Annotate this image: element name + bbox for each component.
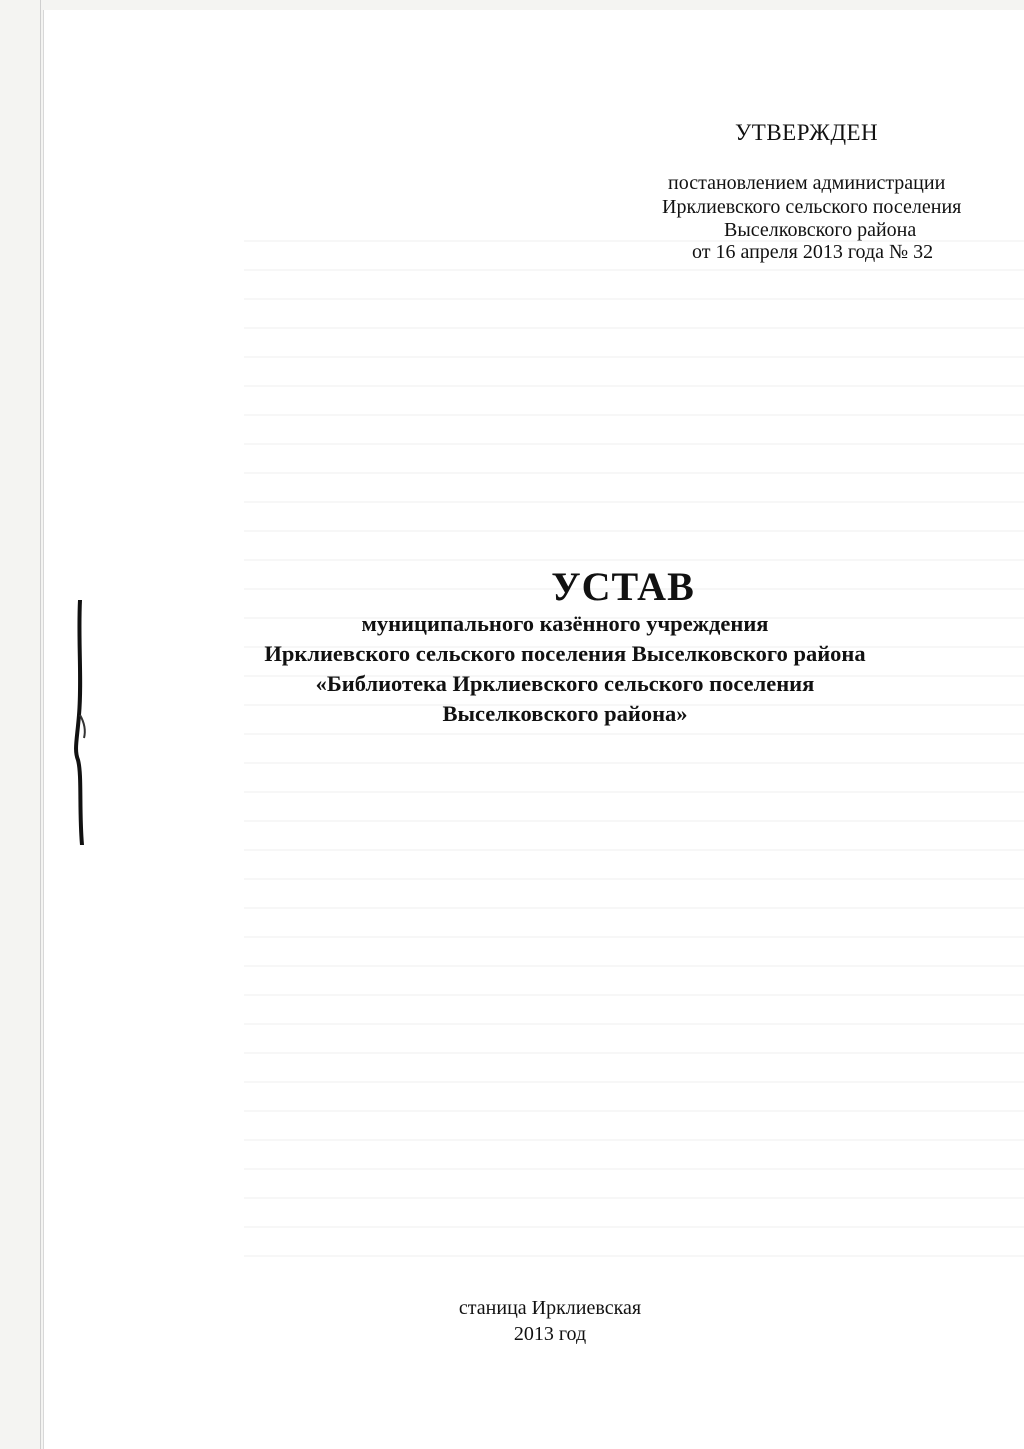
bleed-through-text [244,240,1024,1300]
document-subtitle: Ирклиевского сельского поселения Выселковского района [264,641,866,666]
approval-line: Выселковского района [724,219,917,241]
document-title: УСТАВ [551,564,695,609]
document-subtitle: «Библиотека Ирклиевского сельского поселения [315,671,815,696]
document-subtitle: Выселковского района» [442,701,688,726]
approval-heading: УТВЕРЖДЕН [735,120,879,145]
document-footer [300,1295,800,1347]
approval-date: от 16 апреля 2013 года № 32 [692,241,934,263]
document-subtitle: муниципального казённого учреждения [361,611,769,636]
approval-line: Ирклиевского сельского поселения [662,196,962,218]
footer-year: 2013 год [513,1323,587,1345]
document-title-block [150,565,980,729]
footer-place: станица Ирклиевская [458,1297,642,1319]
approval-line: постановлением администрации [668,172,946,194]
approval-stamp [0,0,1024,280]
binding-thread [70,600,100,845]
